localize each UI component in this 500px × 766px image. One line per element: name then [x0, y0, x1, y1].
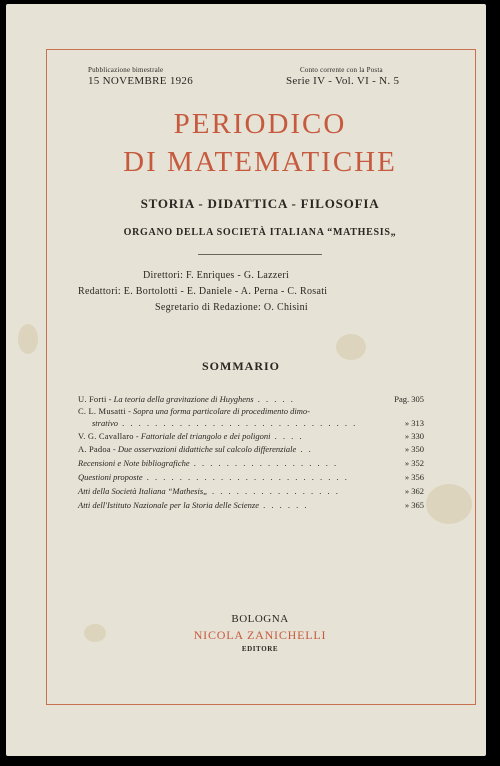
summary-entry [78, 431, 424, 441]
summary-entry [78, 394, 424, 404]
summary-entry [78, 486, 424, 496]
entry-author: U. Forti [78, 394, 107, 404]
publisher-city: BOLOGNA [231, 613, 289, 625]
issue-date: 15 NOVEMBRE 1926 [88, 75, 194, 87]
entry-title: - Sopra una forma particolare di procedimento dimo- [125, 406, 310, 416]
entry-title: - Due osservazioni didattiche sul calcolo differenziale [110, 444, 297, 454]
entry-title: Atti della Società Italiana “Mathesis„ [78, 486, 208, 496]
entry-title: - Fattoriale del triangolo e dei poligoni [133, 431, 271, 441]
publisher-name: NICOLA ZANICHELLI [193, 628, 327, 642]
entry-leader: . . . . . . [259, 500, 309, 510]
entry-leader: . . . . . [253, 394, 295, 404]
summary-entry [78, 444, 424, 454]
journal-subtitle: STORIA - DIDATTICA - FILOSOFIA [140, 196, 380, 211]
publication-frequency: Pubblicazione bimestrale [88, 66, 164, 74]
editorial-secretary: Segretario di Redazione: O. Chisini [155, 302, 308, 313]
paper-stain [18, 324, 38, 354]
entry-leader: . . . . . . . . . . . . . . . . . . . . . . . . . [142, 472, 349, 482]
summary-entry [78, 406, 424, 416]
summary-entry [78, 418, 424, 428]
entry-title: Questioni proposte [78, 472, 143, 482]
summary-heading: SOMMARIO [202, 359, 280, 373]
journal-title-line2: DI MATEMATICHE [123, 146, 397, 178]
divider [198, 254, 322, 255]
summary-entry [78, 500, 424, 510]
journal-title-line1: PERIODICO [173, 108, 347, 140]
entry-leader: . . [296, 444, 313, 454]
entry-leader: . . . . [270, 431, 304, 441]
entry-author: C. L. Musatti [78, 406, 126, 416]
entry-title: strativo [92, 418, 118, 428]
entry-leader: . . . . . . . . . . . . . . . . . . [189, 458, 339, 468]
entry-page: » 350 [404, 444, 424, 454]
publisher-role: EDITORE [241, 645, 279, 653]
entry-page: » 356 [404, 472, 424, 482]
entry-page: » 313 [404, 418, 424, 428]
entry-title: Recensioni e Note bibliografiche [78, 458, 190, 468]
entry-page: » 330 [404, 431, 424, 441]
entry-page: Pag. 305 [394, 394, 424, 404]
entry-author: V. G. Cavallaro [78, 431, 134, 441]
entry-page: » 352 [404, 458, 424, 468]
entry-page: » 362 [404, 486, 424, 496]
entry-page: » 365 [404, 500, 424, 510]
entry-leader: . . . . . . . . . . . . . . . . [207, 486, 340, 496]
postal-account-note: Conto corrente con la Posta [300, 66, 383, 74]
entry-title: Atti dell'Istituto Nazionale per la Storia delle Scienze [78, 500, 260, 510]
entry-leader: . . . . . . . . . . . . . . . . . . . . . . . . . . . . . [117, 418, 358, 428]
journal-organ: ORGANO DELLA SOCIETÀ ITALIANA “MATHESIS„ [123, 227, 397, 238]
summary-entry [78, 472, 424, 482]
editors: Redattori: E. Bortolotti - E. Daniele - A. Perna - C. Rosati [78, 286, 328, 297]
entry-title: - La teoria della gravitazione di Huyghens [106, 394, 254, 404]
series-volume: Serie IV - Vol. VI - N. 5 [286, 75, 400, 87]
entry-author: A. Padoa [78, 444, 111, 454]
directors: Direttori: F. Enriques - G. Lazzeri [143, 270, 290, 281]
summary-entry [78, 458, 424, 468]
